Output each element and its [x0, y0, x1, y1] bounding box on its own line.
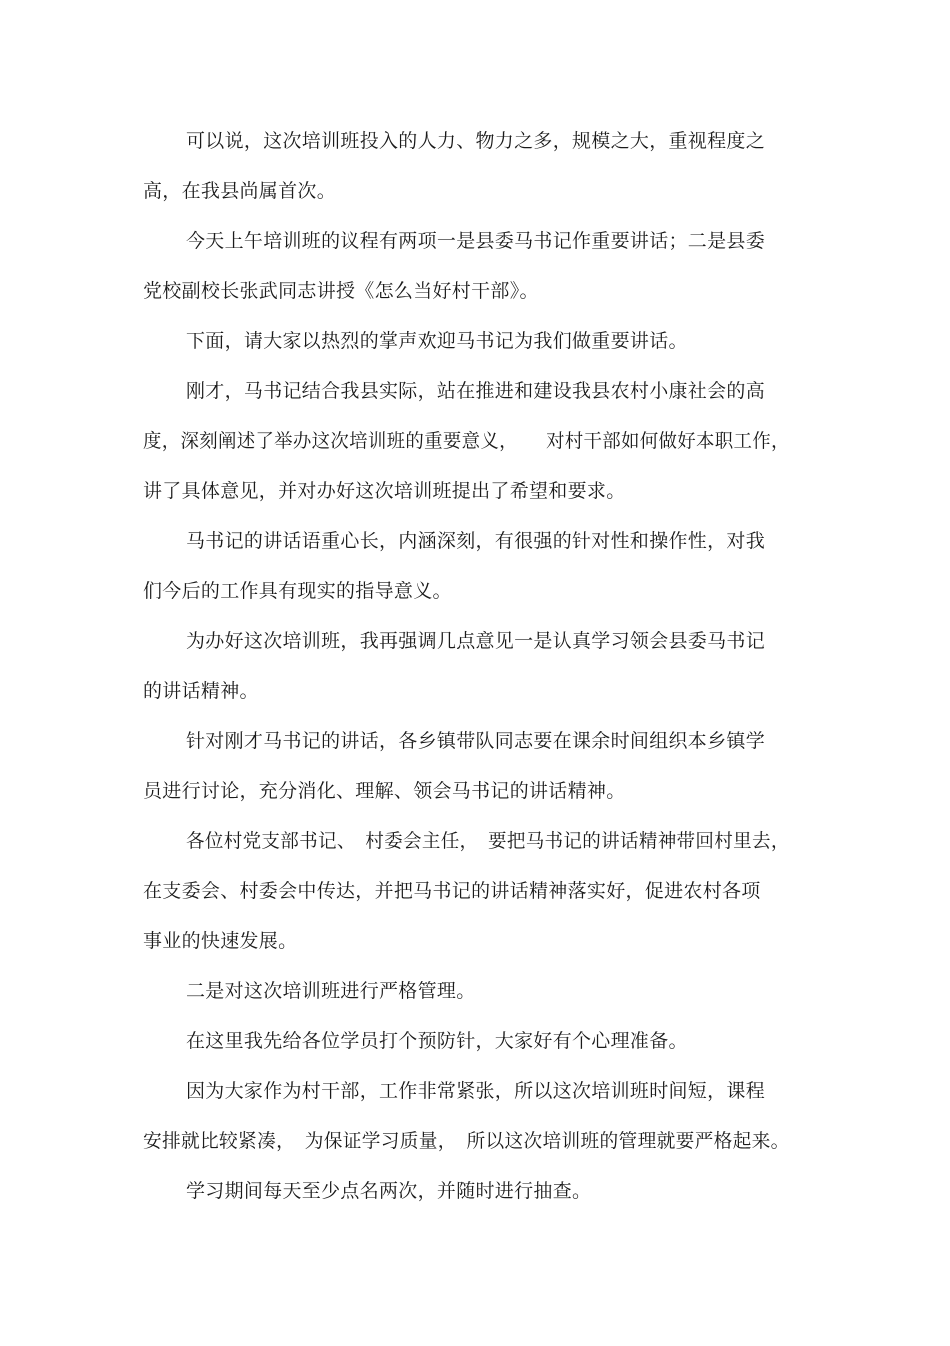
text-line: 学习期间每天至少点名两次，并随时进行抽查。	[186, 1180, 592, 1202]
text-line: 二是对这次培训班进行严格管理。	[186, 980, 476, 1002]
text-line: 们今后的工作具有现实的指导意义。	[143, 580, 452, 602]
text-line: 针对刚才马书记的讲话，各乡镇带队同志要在课余时间组织本乡镇学	[186, 730, 766, 752]
text-line: 党校副校长张武同志讲授《怎么当好村干部》。	[143, 280, 539, 302]
text-line: 在支委会、村委会中传达，并把马书记的讲话精神落实好，促进农村各项	[143, 880, 761, 902]
text-line: 刚才，马书记结合我县实际，站在推进和建设我县农村小康社会的高	[186, 380, 766, 402]
text-line: 事业的快速发展。	[143, 930, 298, 952]
text-line: 安排就比较紧凑， 为保证学习质量， 所以这次培训班的管理就要严格起来。	[143, 1130, 790, 1152]
text-line: 在这里我先给各位学员打个预防针，大家好有个心理准备。	[186, 1030, 688, 1052]
text-line: 马书记的讲话语重心长，内涵深刻，有很强的针对性和操作性，对我	[186, 530, 766, 552]
text-line: 的讲话精神。	[143, 680, 259, 702]
text-line: 员进行讨论，充分消化、理解、领会马书记的讲话精神。	[143, 780, 626, 802]
text-line: 下面，请大家以热烈的掌声欢迎马书记为我们做重要讲话。	[186, 330, 688, 352]
text-line: 讲了具体意见，并对办好这次培训班提出了希望和要求。	[143, 480, 626, 502]
text-line: 高，在我县尚属首次。	[143, 180, 337, 202]
text-line: 度，深刻阐述了举办这次培训班的重要意义， 对村干部如何做好本职工作，	[143, 430, 790, 452]
text-line: 为办好这次培训班，我再强调几点意见一是认真学习领会县委马书记	[186, 630, 766, 652]
text-line: 今天上午培训班的议程有两项一是县委马书记作重要讲话；二是县委	[186, 230, 766, 252]
text-line: 可以说，这次培训班投入的人力、物力之多，规模之大，重视程度之	[186, 130, 766, 152]
text-line: 因为大家作为村干部，工作非常紧张，所以这次培训班时间短，课程	[186, 1080, 766, 1102]
text-line: 各位村党支部书记、 村委会主任， 要把马书记的讲话精神带回村里去，	[186, 830, 790, 852]
